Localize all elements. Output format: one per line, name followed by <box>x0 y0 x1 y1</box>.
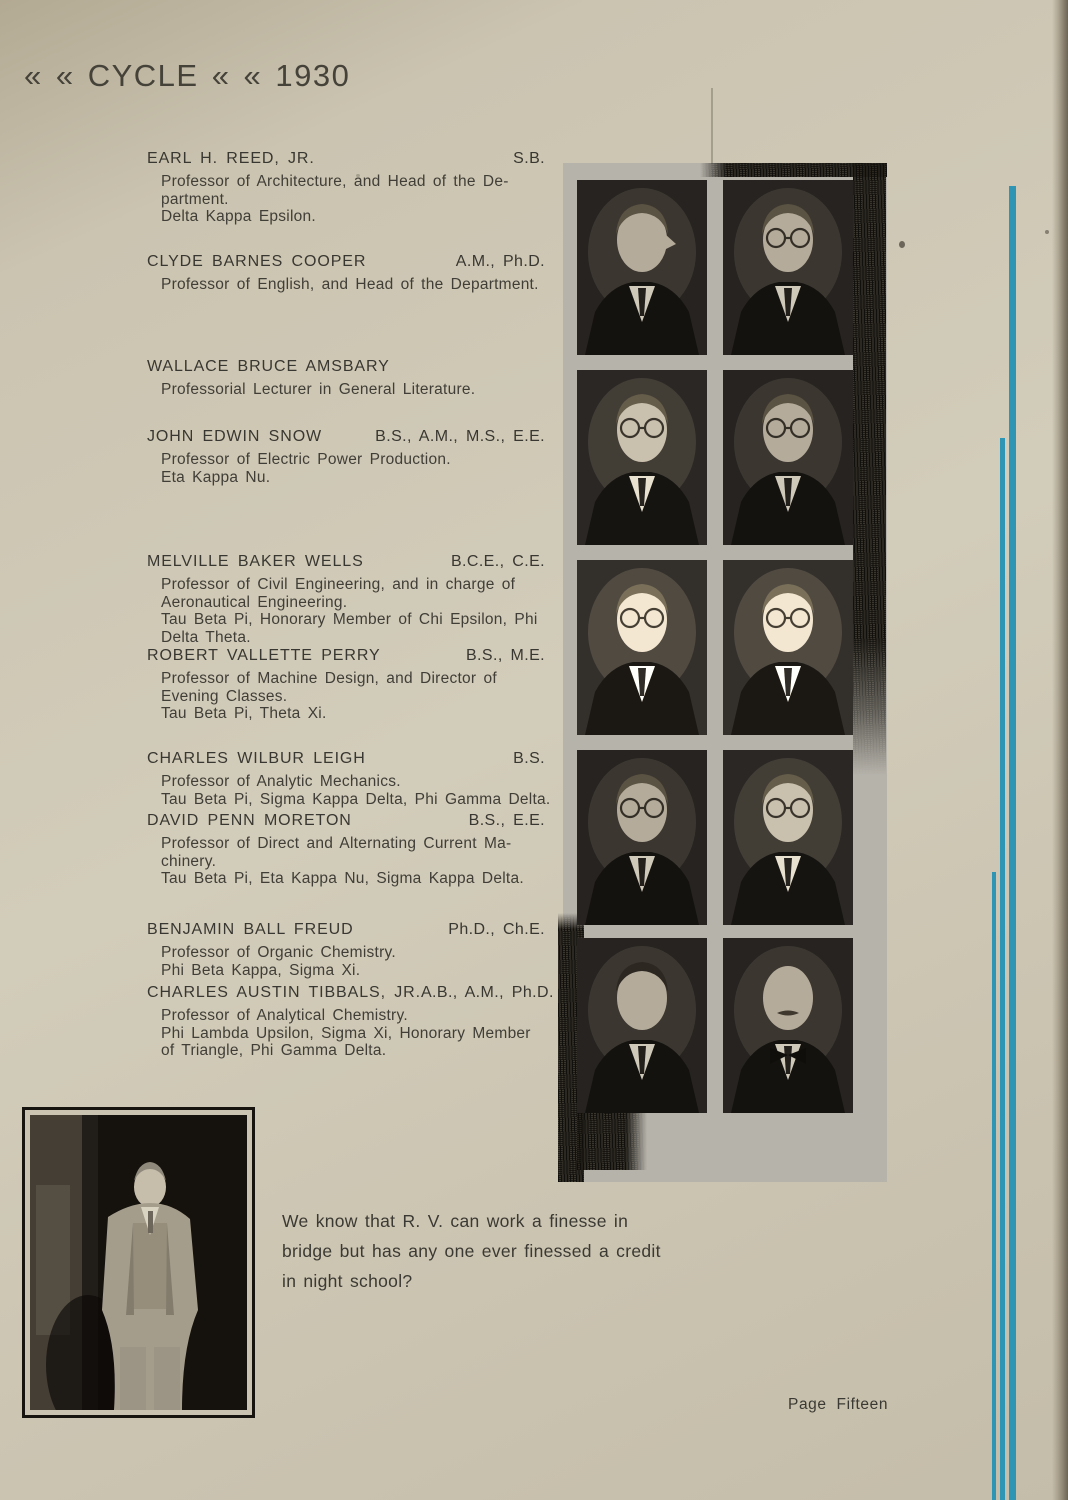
faculty-name: CHARLES WILBUR LEIGH <box>147 750 366 767</box>
portrait-photo <box>577 560 707 735</box>
scan-speck <box>899 241 905 248</box>
faculty-description: Professor of Organic Chemistry. Phi Beta Kappa, Sigma Xi. <box>161 944 396 979</box>
accent-line-inner <box>992 872 996 1500</box>
scan-speck <box>1045 230 1049 234</box>
faculty-degrees: A.M., Ph.D. <box>455 253 545 270</box>
faculty-description: Professorial Lecturer in General Literature. <box>161 381 476 398</box>
faculty-description: Professor of Architecture, and Head of the De- partment. Delta Kappa Epsilon. <box>161 173 509 226</box>
faculty-description: Professor of English, and Head of the Department. <box>161 276 539 293</box>
faculty-entry <box>147 647 545 723</box>
faculty-degrees: B.C.E., C.E. <box>450 553 545 570</box>
portrait-photo <box>577 750 707 925</box>
faculty-entry <box>147 253 545 294</box>
portrait-photo <box>577 938 707 1113</box>
faculty-description: Professor of Analytic Mechanics. Tau Beta Pi, Sigma Kappa Delta, Phi Gamma Delta. <box>161 773 551 808</box>
accent-line-outer <box>1009 186 1016 1500</box>
faculty-degrees: B.S., M.E. <box>465 647 545 664</box>
faculty-description: Professor of Civil Engineering, and in charge of Aeronautical Engineering. Tau Beta Pi, Honorary Member of Chi Epsilon, Phi Delta Theta. <box>161 576 538 646</box>
faculty-entry <box>147 750 551 808</box>
faculty-description: Professor of Electric Power Production. Eta Kappa Nu. <box>161 451 451 486</box>
portrait-photo <box>577 180 707 355</box>
faculty-name: DAVID PENN MORETON <box>147 812 352 829</box>
faculty-degrees: B.S., A.M., M.S., E.E. <box>375 428 545 445</box>
portrait-photo <box>723 938 853 1113</box>
faculty-name: ROBERT VALLETTE PERRY <box>147 647 381 664</box>
faculty-name: CHARLES AUSTIN TIBBALS, JR. <box>147 984 421 1001</box>
faculty-name: BENJAMIN BALL FREUD <box>147 921 354 938</box>
page-number: Page Fifteen <box>788 1396 889 1413</box>
faculty-degrees: B.S., E.E. <box>468 812 545 829</box>
accent-line-middle <box>1000 438 1005 1500</box>
faculty-description: Professor of Machine Design, and Director of Evening Classes. Tau Beta Pi, Theta Xi. <box>161 670 497 723</box>
faculty-name: MELVILLE BAKER WELLS <box>147 553 364 570</box>
faculty-entry <box>147 553 545 646</box>
faculty-name: WALLACE BRUCE AMSBARY <box>147 358 390 375</box>
scan-speck <box>356 174 360 177</box>
portrait-photo <box>723 750 853 925</box>
faculty-entry <box>147 984 554 1060</box>
faculty-entry <box>147 428 545 486</box>
scan-crease <box>711 88 713 164</box>
faculty-name: JOHN EDWIN SNOW <box>147 428 323 445</box>
page-title: « « CYCLE « « 1930 <box>24 58 351 93</box>
faculty-name: CLYDE BARNES COOPER <box>147 253 367 270</box>
faculty-entry <box>147 150 545 226</box>
faculty-description: Professor of Direct and Alternating Current Ma- chinery. Tau Beta Pi, Eta Kappa Nu, Sigma Kappa Delta. <box>161 835 524 888</box>
faculty-entry <box>147 358 545 399</box>
charcoal-border-block <box>577 1112 647 1170</box>
faculty-degrees: Ph.D., Ch.E. <box>448 921 545 938</box>
portrait-photo <box>577 370 707 545</box>
portrait-photo <box>723 180 853 355</box>
faculty-entry <box>147 812 545 888</box>
faculty-degrees: B.S. <box>513 750 545 767</box>
caption-text: We know that R. V. can work a finesse in bridge but has any one ever finessed a credit in night school? <box>282 1211 661 1291</box>
faculty-name: EARL H. REED, JR. <box>147 150 315 167</box>
candid-photo <box>30 1115 247 1410</box>
candid-photo-frame <box>22 1107 255 1418</box>
portrait-grid-panel <box>563 163 887 1182</box>
charcoal-border-right <box>853 163 886 775</box>
faculty-entry <box>147 921 545 979</box>
faculty-description: Professor of Analytical Chemistry. Phi Lambda Upsilon, Sigma Xi, Honorary Member of Triangle, Phi Gamma Delta. <box>161 1007 531 1060</box>
faculty-degrees: S.B. <box>513 150 545 167</box>
faculty-degrees: A.B., A.M., Ph.D. <box>420 984 554 1001</box>
scan-page-edge <box>1052 0 1068 1500</box>
portrait-photo <box>723 370 853 545</box>
portrait-photo <box>723 560 853 735</box>
